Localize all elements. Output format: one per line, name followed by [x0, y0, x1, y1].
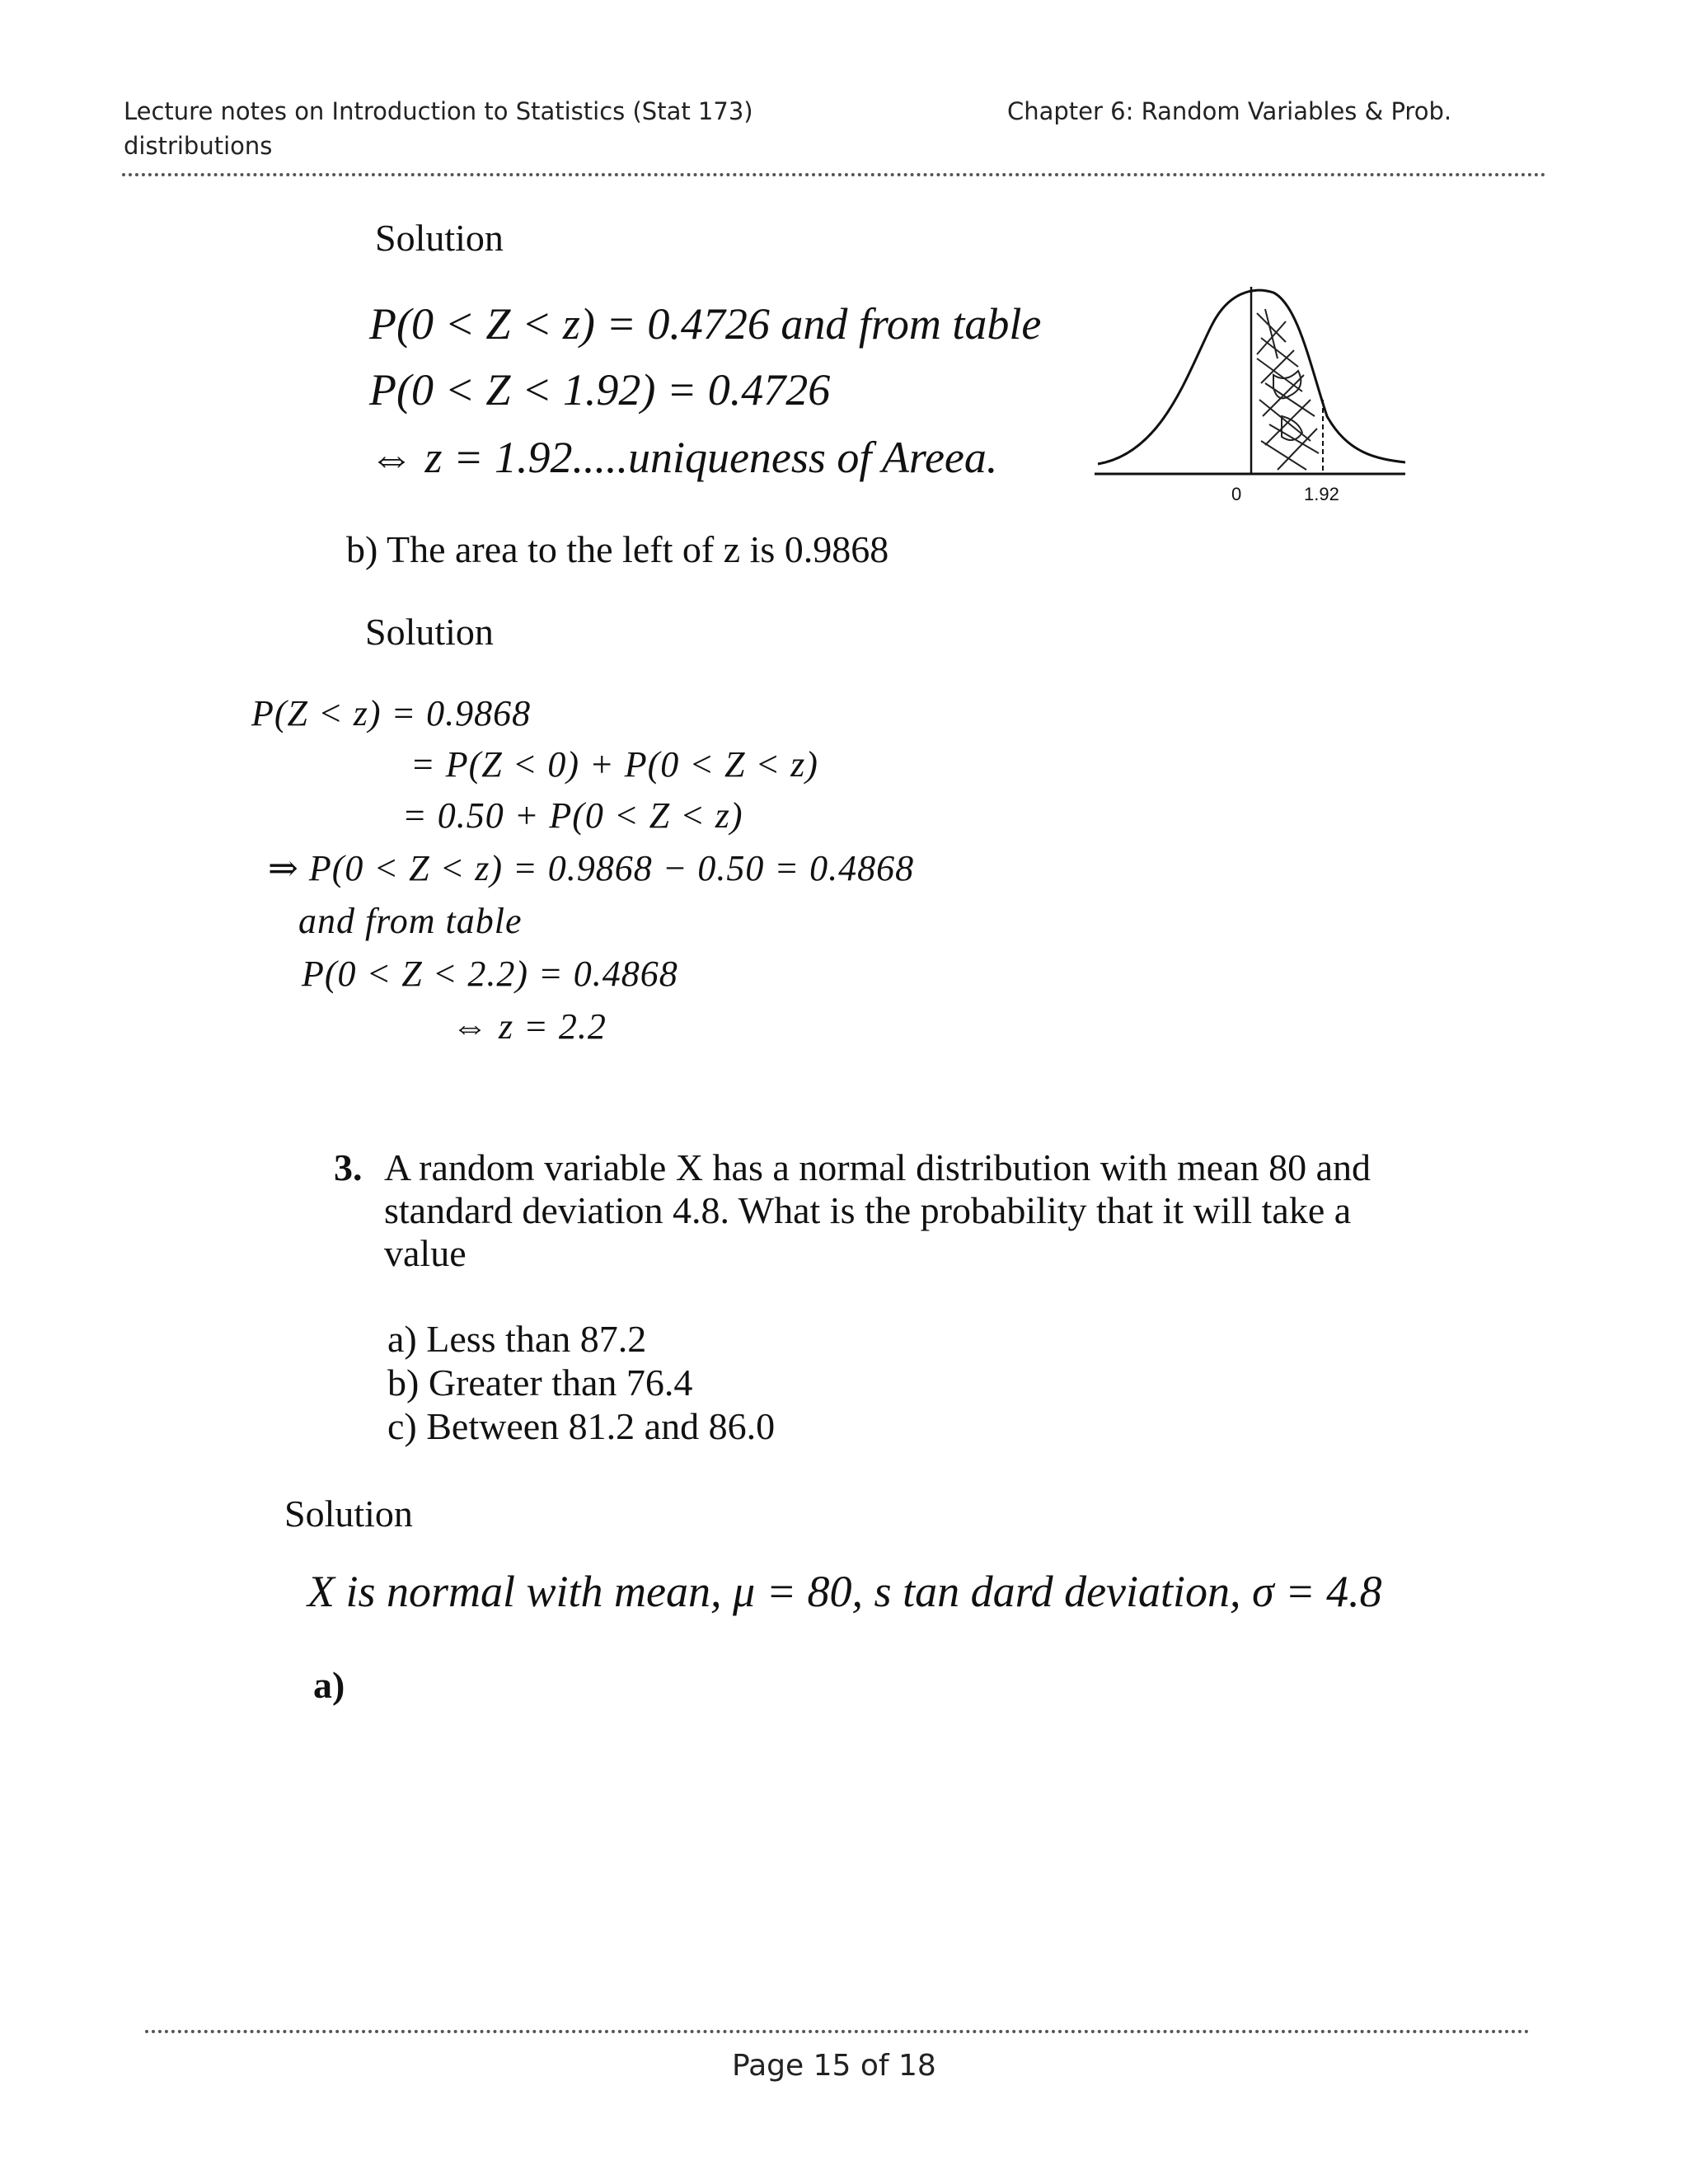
solution-label-3: Solution [284, 1493, 413, 1535]
solution-label-a: Solution [375, 217, 504, 259]
equation-a-line3: ⇔ z = 1.92.....uniqueness of Areea. [369, 433, 998, 482]
equation-a-line2: P(0 < Z < 1.92) = 0.4726 [369, 365, 831, 415]
solution-label-b: Solution [365, 611, 494, 653]
part-a-label: a) [313, 1664, 345, 1706]
page-number: Page 15 of 18 [732, 2049, 936, 2083]
equation-b-line3: = 0.50 + P(0 < Z < z) [402, 795, 743, 836]
problem3-text-line2: standard deviation 4.8. What is the probability that it will take a [384, 1189, 1352, 1231]
problem3-option-c: c) Between 81.2 and 86.0 [387, 1405, 776, 1447]
equation-b-line4: ⇒ P(0 < Z < z) = 0.9868 − 0.50 = 0.4868 [268, 848, 915, 888]
equation-b-line6: P(0 < Z < 2.2) = 0.4868 [302, 954, 678, 994]
equation-b-line2: = P(Z < 0) + P(0 < Z < z) [410, 744, 818, 785]
header-left-line2: distributions [124, 132, 273, 160]
tick-label-192: 1.92 [1304, 484, 1339, 504]
given-statement: X is normal with mean, μ = 80, s tan dard deviation, σ = 4.8 [307, 1567, 1382, 1616]
header-right: Chapter 6: Random Variables & Prob. [1007, 97, 1452, 125]
problem3-number: 3. [334, 1146, 363, 1188]
problem3-option-a: a) Less than 87.2 [387, 1318, 647, 1360]
equation-a-line1: P(0 < Z < z) = 0.4726 and from table [369, 299, 1042, 349]
normal-curve-figure [1088, 276, 1409, 511]
equation-b-line1: P(Z < z) = 0.9868 [251, 693, 532, 733]
equation-b-line7: ⇔ z = 2.2 [452, 1006, 607, 1047]
equation-b-line5: and from table [298, 901, 523, 941]
problem3-text-line3: value [384, 1232, 467, 1274]
problem3-option-b: b) Greater than 76.4 [387, 1361, 693, 1404]
problem3-text-line1: A random variable X has a normal distribution with mean 80 and [384, 1146, 1372, 1188]
header-divider [122, 173, 1546, 176]
question-b: b) The area to the left of z is 0.9868 [346, 528, 889, 570]
footer-divider [145, 2030, 1530, 2033]
tick-label-0: 0 [1231, 484, 1242, 504]
header-left-line1: Lecture notes on Introduction to Statistics (Stat 173) [124, 97, 753, 125]
shaded-area-hatching [1257, 309, 1319, 470]
